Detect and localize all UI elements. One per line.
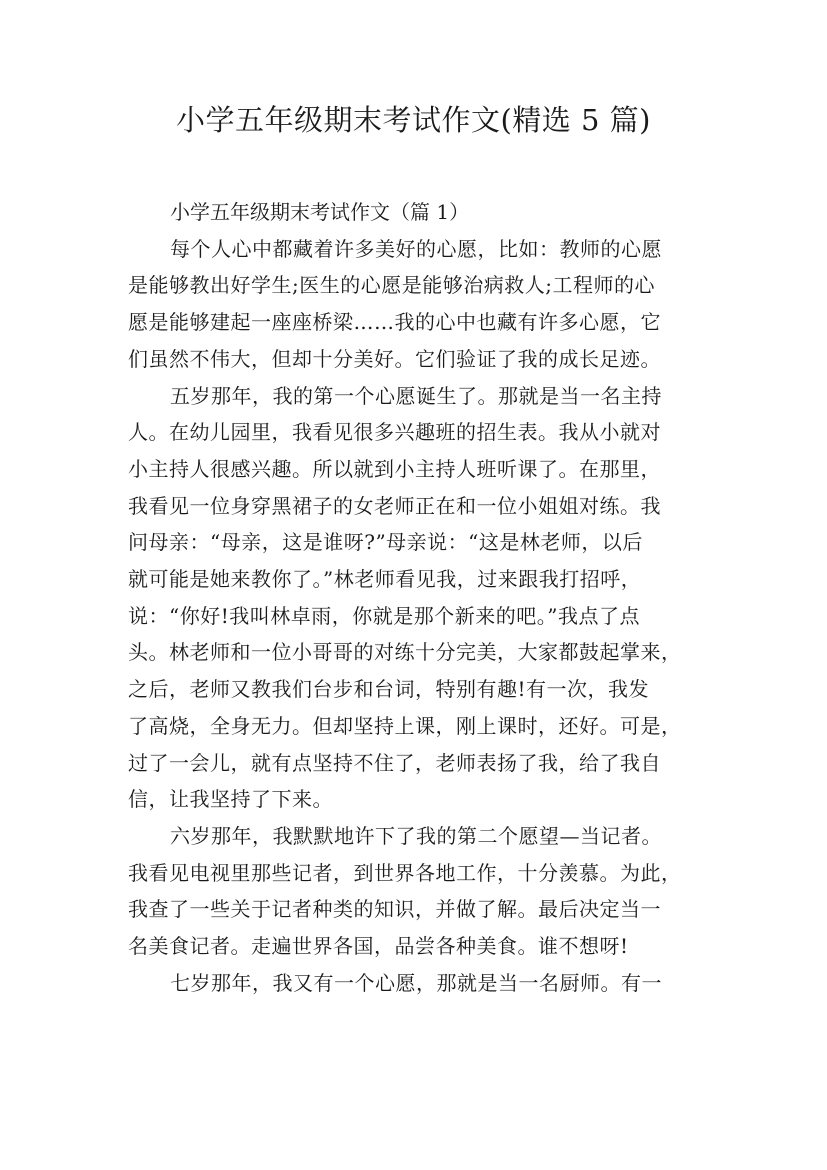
paragraph-line: 是能够教出好学生;医生的心愿是能够治病救人;工程师的心 xyxy=(128,273,655,298)
paragraph-line: 愿是能够建起一座座桥梁……我的心中也藏有许多心愿，它 xyxy=(128,310,661,335)
paragraph-line: 六岁那年，我默默地许下了我的第二个愿望—当记者。 xyxy=(170,823,662,848)
paragraph-line: 人。在幼儿园里，我看见很多兴趣班的招生表。我从小就对 xyxy=(128,420,661,445)
paragraph-line: 我查了一些关于记者种类的知识，并做了解。最后决定当一 xyxy=(128,897,661,922)
paragraph-line: 五岁那年，我的第一个心愿诞生了。那就是当一名主持 xyxy=(170,383,662,408)
paragraph-line: 头。林老师和一位小哥哥的对练十分完美，大家都鼓起掌来， xyxy=(128,640,682,665)
paragraph-line: 七岁那年，我又有一个心愿，那就是当一名厨师。有一 xyxy=(170,970,662,995)
paragraph-line: 我看见一位身穿黑裙子的女老师正在和一位小姐姐对练。我 xyxy=(128,493,661,518)
paragraph-line: 就可能是她来教你了。”林老师看见我，过来跟我打招呼， xyxy=(128,567,642,592)
paragraph-line: 我看见电视里那些记者，到世界各地工作，十分羡慕。为此， xyxy=(128,860,682,885)
paragraph-line: 过了一会儿，就有点坚持不住了，老师表扬了我，给了我自 xyxy=(128,750,661,775)
paragraph-line: 们虽然不伟大，但却十分美好。它们验证了我的成长足迹。 xyxy=(128,346,661,371)
paragraph-line: 了高烧，全身无力。但却坚持上课，刚上课时，还好。可是， xyxy=(128,713,682,738)
paragraph-line: 问母亲：“母亲，这是谁呀?”母亲说：“这是林老师，以后 xyxy=(128,530,643,555)
paragraph-2 xyxy=(128,378,708,818)
paragraph-3 xyxy=(128,818,708,965)
document-body xyxy=(128,194,708,1001)
paragraph-line: 之后，老师又教我们台步和台词，特别有趣!有一次，我发 xyxy=(128,677,650,702)
paragraph-line: 名美食记者。走遍世界各国，品尝各种美食。谁不想呀! xyxy=(128,934,629,959)
paragraph-line: 说：“你好!我叫林卓雨，你就是那个新来的吧。”我点了点 xyxy=(128,603,640,628)
document-title: 小学五年级期末考试作文(精选 5 篇) xyxy=(175,103,652,137)
paragraph-4 xyxy=(128,965,708,1002)
paragraph-line: 小主持人很感兴趣。所以就到小主持人班听课了。在那里， xyxy=(128,456,661,481)
section-heading: 小学五年级期末考试作文（篇 1） xyxy=(170,200,470,224)
paragraph-line: 信，让我坚持了下来。 xyxy=(128,787,333,812)
paragraph-line: 每个人心中都藏着许多美好的心愿，比如：教师的心愿 xyxy=(170,236,662,261)
paragraph-1 xyxy=(128,231,708,378)
